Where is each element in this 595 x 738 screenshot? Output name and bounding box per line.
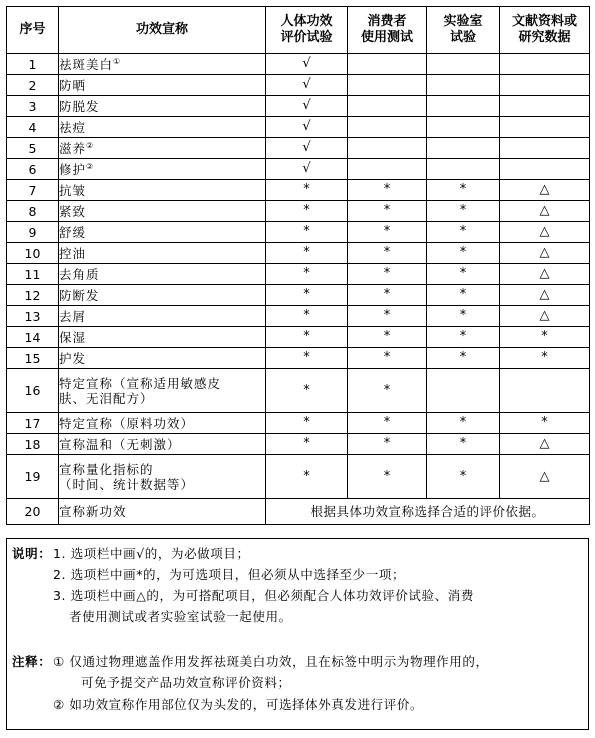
footnote-mark: ① (113, 56, 122, 66)
human-test-mark: * (266, 285, 348, 306)
literature-mark (500, 159, 590, 180)
row-number: 7 (7, 180, 59, 201)
lab-test-mark (427, 54, 500, 75)
literature-mark: △ (500, 264, 590, 285)
human-test-mark: * (266, 327, 348, 348)
claim-cell (59, 413, 266, 434)
footnote-mark: ② (86, 140, 95, 150)
claim-cell (59, 327, 266, 348)
human-test-mark: * (266, 455, 348, 499)
header-literature (500, 7, 590, 54)
lab-test-mark: * (427, 201, 500, 222)
consumer-test-mark: * (348, 348, 427, 369)
claim-text: 去角质 (59, 266, 100, 282)
footnote-mark: ② (86, 161, 95, 171)
literature-mark: △ (500, 222, 590, 243)
claim-text-line2: （时间、统计数据等） (59, 476, 195, 492)
human-test-mark: * (266, 413, 348, 434)
consumer-test-mark: * (348, 434, 427, 455)
consumer-test-mark: * (348, 306, 427, 327)
claim-cell (59, 369, 266, 413)
literature-mark: △ (500, 306, 590, 327)
claim-cell (59, 455, 266, 499)
consumer-test-mark: * (348, 327, 427, 348)
lab-test-mark: * (427, 413, 500, 434)
table-row (7, 222, 590, 243)
claim-text: 宣称新功效 (59, 504, 127, 519)
literature-mark: * (500, 327, 590, 348)
consumer-test-mark (348, 138, 427, 159)
table-row (7, 348, 590, 369)
claim-text: 宣称温和（无刺激） (59, 436, 181, 452)
literature-mark (500, 117, 590, 138)
claim-cell (59, 499, 266, 525)
header-no: 序号 (7, 7, 59, 54)
claim-cell (59, 264, 266, 285)
header-lab-test (427, 7, 500, 54)
claim-text: 舒缓 (59, 224, 87, 240)
consumer-test-mark (348, 117, 427, 138)
literature-mark (500, 369, 590, 413)
header-consumer-test (348, 7, 427, 54)
explain-item-3-continued: 者使用测试或者实验室试验一起使用。 (69, 609, 292, 624)
claim-cell (59, 348, 266, 369)
claim-text: 抗皱 (59, 182, 87, 198)
header-consumer-line1: 消费者 (367, 14, 407, 30)
lab-test-mark: * (427, 455, 500, 499)
human-test-mark: * (266, 180, 348, 201)
row-number: 15 (7, 348, 59, 369)
header-human-line1: 人体功效 (280, 14, 333, 30)
human-test-mark: * (266, 243, 348, 264)
row-number: 8 (7, 201, 59, 222)
claim-text: 防晒 (59, 77, 87, 93)
consumer-test-mark (348, 96, 427, 117)
lab-test-mark (427, 369, 500, 413)
lab-test-mark: * (427, 434, 500, 455)
literature-mark: △ (500, 285, 590, 306)
table-row (7, 413, 590, 434)
claim-cell (59, 117, 266, 138)
human-test-mark: √ (266, 117, 348, 138)
lab-test-mark: * (427, 264, 500, 285)
claim-cell (59, 159, 266, 180)
human-test-mark: * (266, 201, 348, 222)
lab-test-mark: * (427, 306, 500, 327)
row-number: 9 (7, 222, 59, 243)
table-header-row (7, 7, 590, 54)
claim-text: 特定宣称（原料功效） (59, 415, 195, 431)
evaluation-basis-merged-cell: 根据具体功效宣称选择合适的评价依据。 (266, 499, 590, 525)
header-human-test (266, 7, 348, 54)
literature-mark: △ (500, 434, 590, 455)
consumer-test-mark: * (348, 413, 427, 434)
row-number: 11 (7, 264, 59, 285)
header-lit-line2: 研究数据 (518, 30, 571, 45)
human-test-mark: √ (266, 138, 348, 159)
human-test-mark: * (266, 434, 348, 455)
table-row (7, 54, 590, 75)
literature-mark (500, 138, 590, 159)
remark-item-2: ② 如功效宣称作用部位仅为头发的，可选择体外真发进行评价。 (53, 697, 424, 712)
claim-text: 保湿 (59, 329, 87, 345)
table-row (7, 455, 590, 499)
lab-test-mark: * (427, 180, 500, 201)
table-row (7, 327, 590, 348)
human-test-mark: √ (266, 159, 348, 180)
claim-cell (59, 54, 266, 75)
table-row (7, 434, 590, 455)
claim-cell (59, 201, 266, 222)
explain-item-1: 1. 选项栏中画√的，为必做项目； (53, 546, 250, 561)
table-row (7, 138, 590, 159)
claim-text: 祛痘 (59, 119, 87, 135)
lab-test-mark: * (427, 348, 500, 369)
table-row (7, 243, 590, 264)
claim-text: 去屑 (59, 308, 87, 324)
header-human-line2: 评价试验 (280, 30, 333, 45)
literature-mark (500, 54, 590, 75)
efficacy-claim-table (6, 6, 590, 525)
table-row (7, 96, 590, 117)
claim-cell (59, 306, 266, 327)
consumer-test-mark: * (348, 285, 427, 306)
human-test-mark: √ (266, 75, 348, 96)
row-number: 18 (7, 434, 59, 455)
row-number: 13 (7, 306, 59, 327)
table-row (7, 499, 590, 525)
header-consumer-line2: 使用测试 (360, 30, 413, 45)
claim-text: 护发 (59, 350, 87, 366)
human-test-mark: * (266, 222, 348, 243)
consumer-test-mark: * (348, 455, 427, 499)
table-row (7, 159, 590, 180)
table-row (7, 285, 590, 306)
row-number: 16 (7, 369, 59, 413)
lab-test-mark (427, 138, 500, 159)
header-claim: 功效宣称 (59, 7, 266, 54)
lab-test-mark (427, 96, 500, 117)
claim-text: 祛斑美白 (59, 56, 114, 72)
human-test-mark: * (266, 348, 348, 369)
header-lab-line1: 实验室 (443, 14, 483, 30)
lab-test-mark: * (427, 243, 500, 264)
claim-cell (59, 96, 266, 117)
claim-text-line1: 特定宣称（宣称适用敏感皮 (59, 375, 222, 391)
table-row (7, 369, 590, 413)
literature-mark (500, 96, 590, 117)
consumer-test-mark: * (348, 369, 427, 413)
claim-cell (59, 138, 266, 159)
notes-box (6, 538, 589, 730)
consumer-test-mark (348, 159, 427, 180)
literature-mark: * (500, 348, 590, 369)
row-number: 19 (7, 455, 59, 499)
literature-mark: * (500, 413, 590, 434)
claim-text: 防断发 (59, 287, 100, 303)
row-number: 4 (7, 117, 59, 138)
remark-item-1-continued: 可免予提交产品功效宣称评价资料； (81, 675, 291, 690)
lab-test-mark: * (427, 327, 500, 348)
consumer-test-mark: * (348, 201, 427, 222)
consumer-test-mark: * (348, 222, 427, 243)
row-number: 12 (7, 285, 59, 306)
table-row (7, 201, 590, 222)
claim-text: 紧致 (59, 203, 87, 219)
claim-text-line2: 肤、无泪配方） (59, 390, 154, 406)
lab-test-mark: * (427, 285, 500, 306)
consumer-test-mark (348, 75, 427, 96)
claim-text: 修护 (59, 161, 87, 177)
literature-mark (500, 75, 590, 96)
claim-text-line1: 宣称量化指标的 (59, 461, 154, 477)
claim-cell (59, 243, 266, 264)
row-number: 6 (7, 159, 59, 180)
human-test-mark: * (266, 369, 348, 413)
remark-item-1: ① 仅通过物理遮盖作用发挥祛斑美白功效，且在标签中明示为物理作用的， (53, 654, 489, 669)
claim-text: 滋养 (59, 140, 87, 156)
row-number: 14 (7, 327, 59, 348)
consumer-test-mark: * (348, 243, 427, 264)
explain-item-2: 2. 选项栏中画*的，为可选项目，但必须从中选择至少一项； (53, 567, 406, 582)
human-test-mark: * (266, 306, 348, 327)
claim-cell (59, 434, 266, 455)
claim-cell (59, 285, 266, 306)
literature-mark: △ (500, 180, 590, 201)
row-number: 1 (7, 54, 59, 75)
human-test-mark: √ (266, 54, 348, 75)
claim-text: 防脱发 (59, 98, 100, 114)
header-lit-line1: 文献资料或 (511, 14, 577, 30)
explain-item-3: 3. 选项栏中画△的，为可搭配项目，但必须配合人体功效评价试验、消费 (53, 588, 474, 603)
explain-label: 说明： (12, 546, 52, 561)
human-test-mark: * (266, 264, 348, 285)
row-number: 3 (7, 96, 59, 117)
table-row (7, 75, 590, 96)
header-lab-line2: 试验 (449, 30, 476, 45)
lab-test-mark (427, 117, 500, 138)
lab-test-mark (427, 75, 500, 96)
row-number: 5 (7, 138, 59, 159)
lab-test-mark: * (427, 222, 500, 243)
remark-label: 注释： (12, 654, 52, 669)
claim-text: 控油 (59, 245, 87, 261)
row-number: 2 (7, 75, 59, 96)
literature-mark: △ (500, 243, 590, 264)
row-number: 20 (7, 499, 59, 525)
literature-mark: △ (500, 455, 590, 499)
lab-test-mark (427, 159, 500, 180)
table-row (7, 180, 590, 201)
claim-cell (59, 180, 266, 201)
row-number: 10 (7, 243, 59, 264)
consumer-test-mark: * (348, 264, 427, 285)
table-row (7, 117, 590, 138)
consumer-test-mark (348, 54, 427, 75)
table-row (7, 306, 590, 327)
human-test-mark: √ (266, 96, 348, 117)
table-row (7, 264, 590, 285)
row-number: 17 (7, 413, 59, 434)
literature-mark: △ (500, 201, 590, 222)
claim-cell (59, 222, 266, 243)
consumer-test-mark: * (348, 180, 427, 201)
claim-cell (59, 75, 266, 96)
